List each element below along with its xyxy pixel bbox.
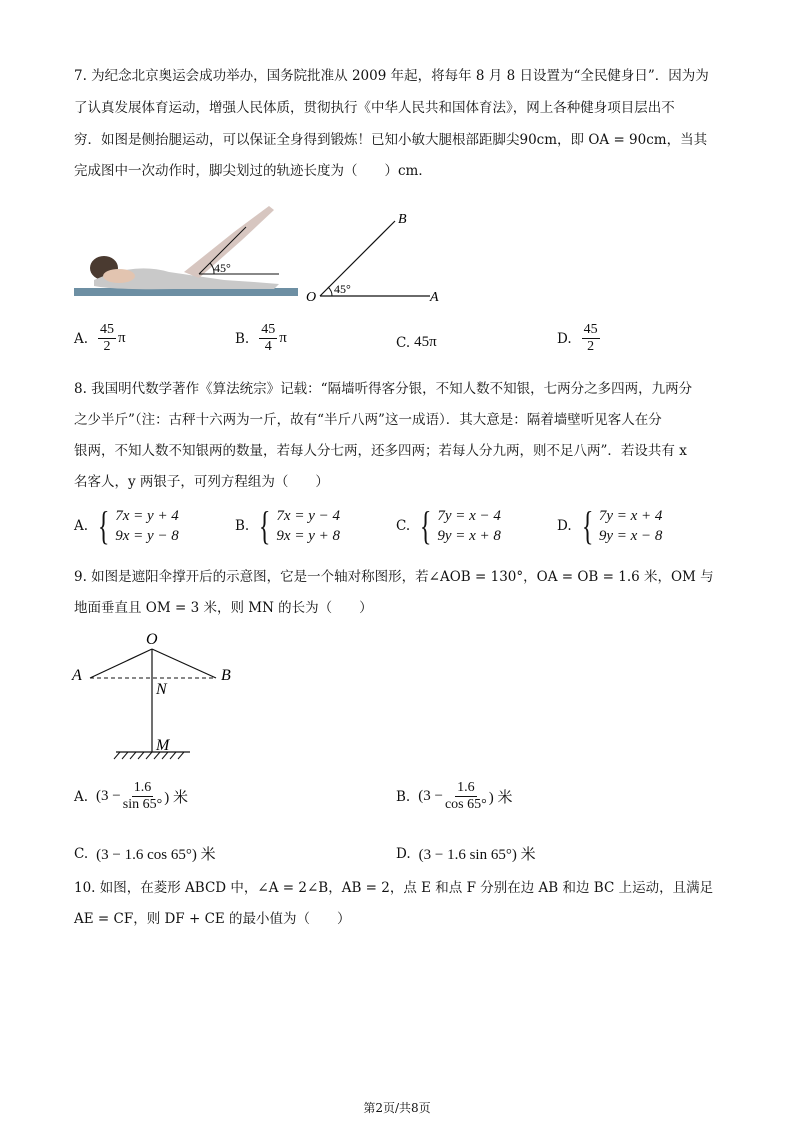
option-letter: D. <box>557 518 572 534</box>
denominator: cos 65° <box>444 797 487 812</box>
point-a-label: A <box>430 290 439 305</box>
option-fraction <box>582 322 600 355</box>
option-letter: D. <box>396 845 411 862</box>
equation-2: 9y = x + 8 <box>437 528 501 544</box>
option-fraction <box>98 322 116 355</box>
option-text: 45π <box>414 334 437 350</box>
option-prefix: (3 − <box>96 788 121 804</box>
q7-line-1: 7. 为纪念北京奥运会成功举办，国务院批准从 2009 年起，将每年 8 月 8 日设置为“全民健身日”．因为为 <box>74 68 709 84</box>
photo-angle-label: 45° <box>214 261 231 275</box>
equation-system: { 7y = x + 4 9y = x − 8 <box>581 503 663 548</box>
q7-leg-raise-photo <box>74 192 300 298</box>
segment-ob <box>152 649 216 678</box>
q8-option-d[interactable] <box>557 503 663 548</box>
q8-option-a[interactable] <box>74 503 179 548</box>
q9-option-a[interactable] <box>74 780 188 813</box>
option-text: (3 − 1.6 cos 65°) 米 <box>96 847 216 863</box>
option-letter: B. <box>396 788 411 805</box>
q8-option-b[interactable] <box>235 503 340 548</box>
q9-line-1: 9. 如图是遮阳伞撑开后的示意图，它是一个轴对称图形，若∠AOB = 130°，OA = OB = 1.6 米，OM 与 <box>74 569 714 585</box>
point-n-label: N <box>156 681 167 698</box>
equation-1: 7y = x + 4 <box>598 508 663 524</box>
option-letter: A. <box>74 788 89 805</box>
equation-1: 7y = x − 4 <box>437 508 501 524</box>
yoga-mat <box>74 288 298 296</box>
equation-1: 7x = y + 4 <box>115 508 179 524</box>
numerator: 1.6 <box>133 780 152 795</box>
q7-line-3: 穷．如图是侧抬腿运动，可以保证全身得到锻炼！已知小敏大腿根部距脚尖90cm，即 OA = 90cm，当其 <box>74 132 708 148</box>
option-letter: C. <box>396 334 411 351</box>
q7-option-d[interactable] <box>557 322 602 355</box>
q7-angle-diagram <box>300 205 450 305</box>
q9-line-2: 地面垂直且 OM = 3 米，则 MN 的长为（ ） <box>74 600 373 616</box>
q10-line-1: 10. 如图，在菱形 ABCD 中，∠A = 2∠B，AB = 2，点 E 和点 F 分别在边 AB 和边 BC 上运动，且满足 <box>74 880 714 896</box>
q9-option-d[interactable] <box>396 843 536 864</box>
option-letter: C. <box>74 845 89 862</box>
option-letter: B. <box>235 330 250 347</box>
segment-oa <box>90 649 152 678</box>
q9-option-b[interactable] <box>396 780 512 813</box>
equation-2: 9x = y + 8 <box>276 528 340 544</box>
numerator: 45 <box>100 322 115 337</box>
q8-line-4: 名客人，y 两银子，可列方程组为（ ） <box>74 474 329 490</box>
equation-2: 9y = x − 8 <box>598 528 663 544</box>
q7-option-b[interactable] <box>235 322 287 355</box>
point-o-label: O <box>306 290 317 305</box>
q9-option-c[interactable] <box>74 843 216 864</box>
equation-2: 9x = y − 8 <box>115 528 179 544</box>
option-fraction <box>445 780 487 813</box>
point-b-label: B <box>221 667 231 684</box>
page-number-footer: 第2页/共8页 <box>363 1101 431 1115</box>
point-o-label: O <box>146 631 158 648</box>
q8-option-c[interactable] <box>396 503 501 548</box>
equation-system: { 7x = y + 4 9x = y − 8 <box>97 503 179 548</box>
option-letter: D. <box>557 330 572 347</box>
option-prefix: (3 − <box>418 788 443 804</box>
option-letter: C. <box>396 518 411 534</box>
equation-system: { 7y = x − 4 9y = x + 8 <box>419 503 501 548</box>
q8-line-2: 之少半斤”（注：古秤十六两为一斤，故有“半斤八两”这一成语）．其大意是：隔着墙壁听见客人在分 <box>74 412 662 428</box>
option-fraction <box>259 322 277 355</box>
angle-label: 45° <box>334 282 351 296</box>
angle-arc <box>328 287 332 296</box>
q7-line-2: 了认真发展体育运动，增强人民体质，贯彻执行《中华人民共和国体育法》，网上各种健身项目层出不 <box>74 100 675 116</box>
numerator: 45 <box>583 322 598 337</box>
denominator: sin 65° <box>122 797 163 812</box>
option-letter: B. <box>235 518 250 534</box>
point-b-label: B <box>398 212 407 227</box>
point-m-label: M <box>156 737 170 754</box>
ground-hatching <box>114 752 184 759</box>
option-suffix: π <box>118 330 126 346</box>
denominator: 4 <box>264 339 272 354</box>
q8-line-1: 8. 我国明代数学著作《算法统宗》记载：“隔墙听得客分银，不知人数不知银，七两分之多四两，九两分 <box>74 381 693 397</box>
equation-1: 7x = y − 4 <box>276 508 340 524</box>
option-text: (3 − 1.6 sin 65°) 米 <box>418 847 536 863</box>
option-letter: A. <box>74 330 89 347</box>
equation-system: { 7x = y − 4 9x = y + 8 <box>259 503 340 548</box>
denominator: 2 <box>587 339 595 354</box>
numerator: 45 <box>261 322 276 337</box>
option-letter: A. <box>74 518 89 534</box>
option-postfix: ) 米 <box>164 790 188 806</box>
denominator: 2 <box>103 339 111 354</box>
numerator: 1.6 <box>457 780 475 795</box>
ray-ob <box>320 221 395 296</box>
q7-line-4: 完成图中一次动作时，脚尖划过的轨迹长度为（ ）cm． <box>74 163 432 179</box>
q8-line-3: 银两，不知人数不知银两的数量，若每人分七两，还多四两；若每人分九两，则不足八两”．若设共有 x <box>74 443 687 459</box>
option-postfix: ) 米 <box>488 790 513 806</box>
q7-option-a[interactable] <box>74 322 126 355</box>
option-suffix: π <box>279 330 287 346</box>
point-a-label: A <box>72 667 82 684</box>
q9-umbrella-diagram <box>66 626 246 766</box>
q10-line-2: AE = CF，则 DF + CE 的最小值为（ ） <box>74 911 351 927</box>
option-fraction <box>123 780 162 813</box>
person-arm <box>103 269 135 283</box>
q7-option-c[interactable] <box>396 334 437 351</box>
